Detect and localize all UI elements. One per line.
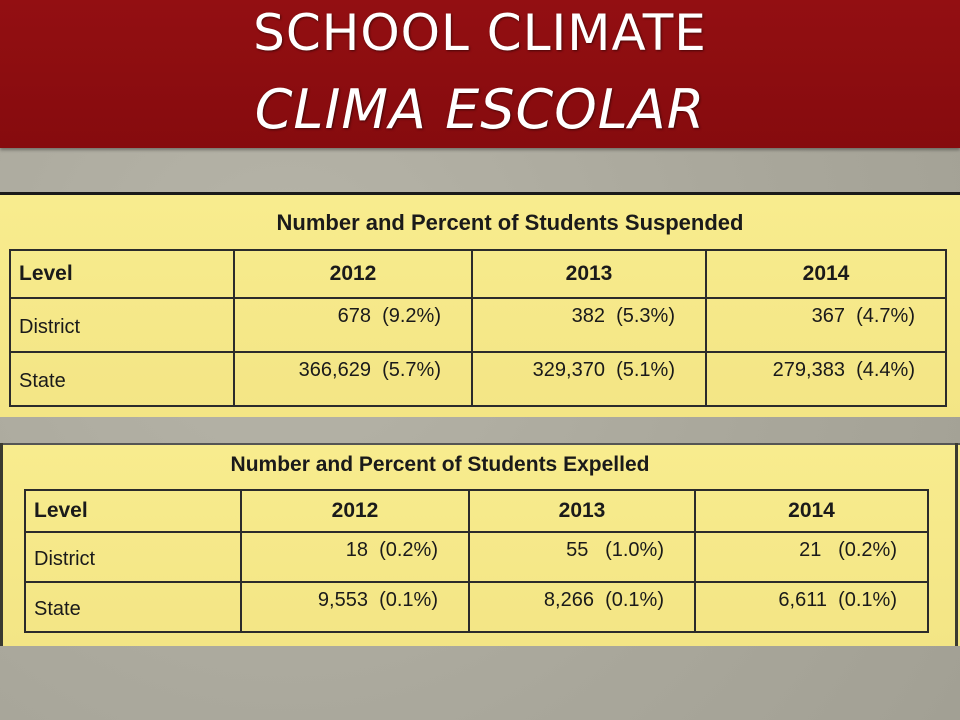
table-row: [25, 532, 928, 582]
suspended-table-panel: [0, 192, 960, 417]
column-header: 2014: [695, 490, 928, 532]
slide-title-english: SCHOOL CLIMATE: [253, 4, 707, 62]
slide-title-spanish: CLIMA ESCOLAR: [254, 78, 706, 141]
value-cell: 18 (0.2%): [241, 532, 469, 582]
table-header-row: [10, 250, 946, 298]
suspended-table: [9, 249, 947, 407]
value-cell: 279,383 (4.4%): [706, 352, 946, 406]
level-cell: State: [25, 582, 241, 632]
title-banner: [0, 0, 960, 148]
value-cell: 329,370 (5.1%): [472, 352, 706, 406]
value-cell: 367 (4.7%): [706, 298, 946, 352]
column-header: 2013: [469, 490, 695, 532]
level-cell: District: [25, 532, 241, 582]
value-cell: 21 (0.2%): [695, 532, 928, 582]
suspended-table-title: Number and Percent of Students Suspended: [276, 210, 744, 235]
value-cell: 8,266 (0.1%): [469, 582, 695, 632]
value-cell: 9,553 (0.1%): [241, 582, 469, 632]
expelled-table: [24, 489, 929, 633]
value-cell: 55 (1.0%): [469, 532, 695, 582]
column-header: 2013: [472, 250, 706, 298]
column-header: 2014: [706, 250, 946, 298]
value-cell: 382 (5.3%): [472, 298, 706, 352]
value-cell: 366,629 (5.7%): [234, 352, 472, 406]
expelled-table-panel: [0, 443, 960, 646]
level-cell: State: [10, 352, 234, 406]
column-header: Level: [25, 490, 241, 532]
panel-border: [955, 443, 958, 646]
table-row: [10, 352, 946, 406]
column-header: 2012: [241, 490, 469, 532]
column-header: 2012: [234, 250, 472, 298]
expelled-table-title: Number and Percent of Students Expelled: [230, 453, 650, 476]
column-header: Level: [10, 250, 234, 298]
table-row: [25, 582, 928, 632]
table-header-row: [25, 490, 928, 532]
value-cell: 678 (9.2%): [234, 298, 472, 352]
table-row: [10, 298, 946, 352]
level-cell: District: [10, 298, 234, 352]
panel-border: [0, 443, 960, 445]
value-cell: 6,611 (0.1%): [695, 582, 928, 632]
